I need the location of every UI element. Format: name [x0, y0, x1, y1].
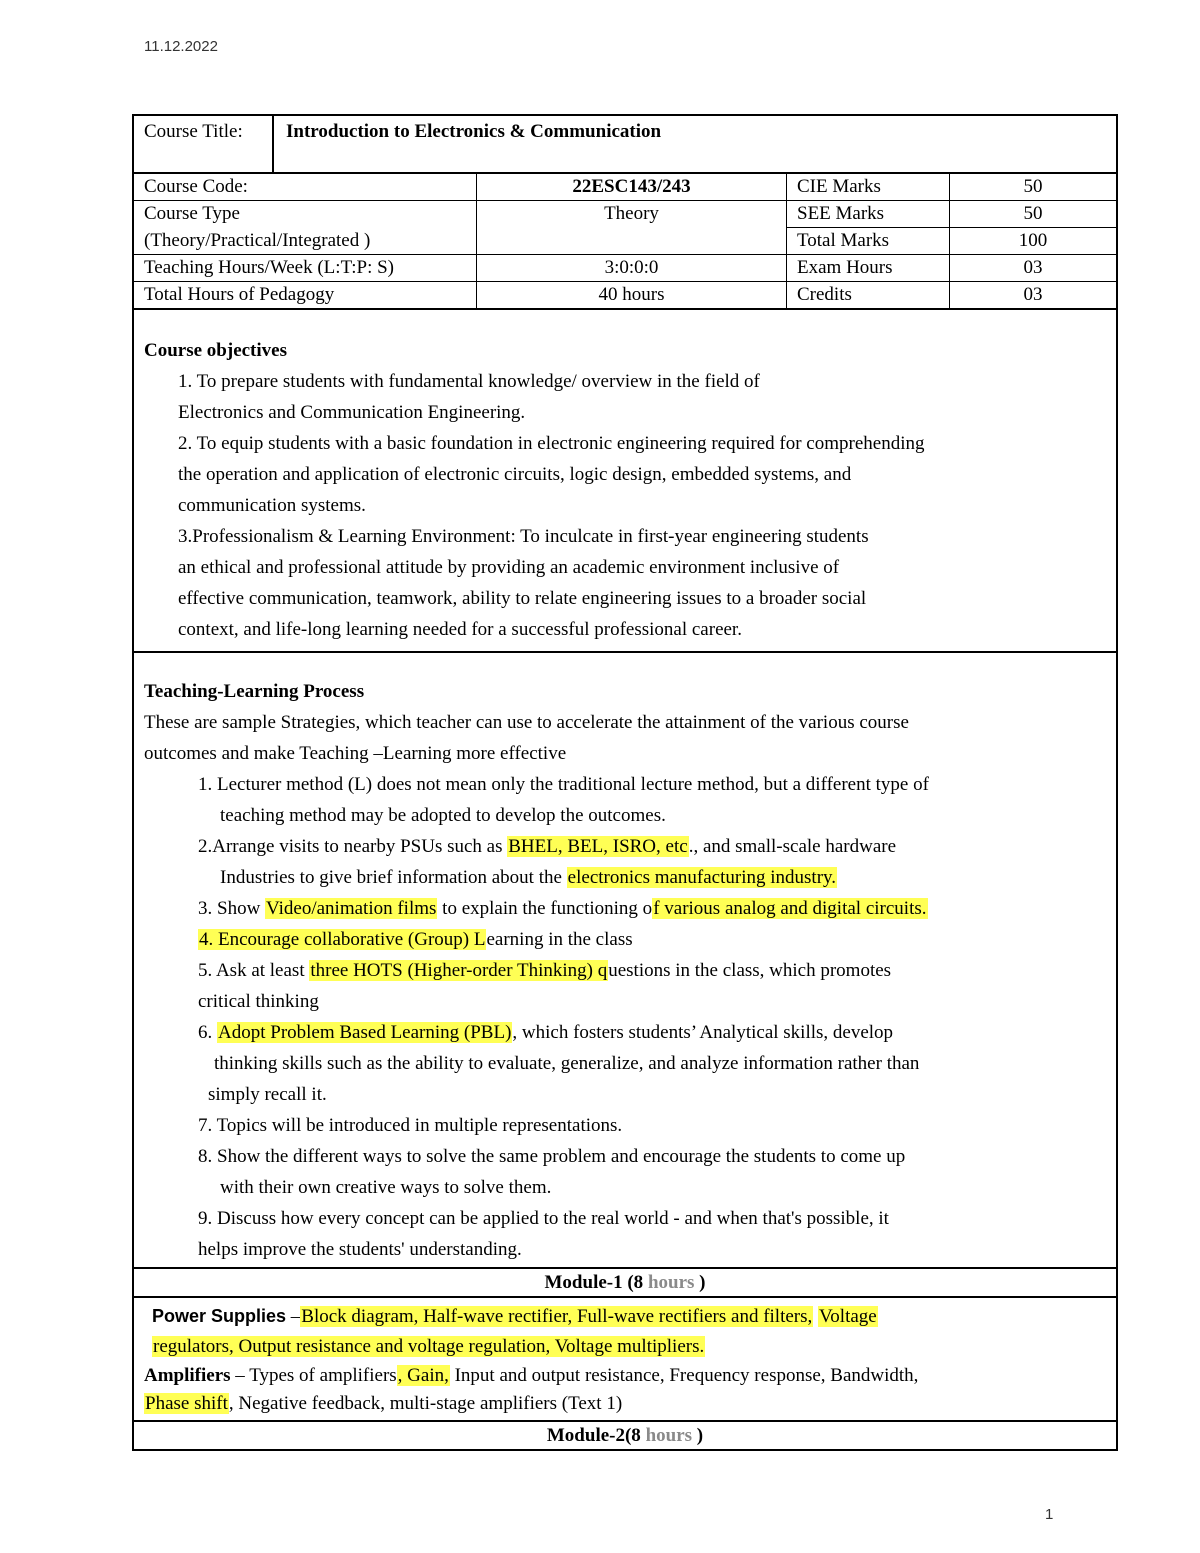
- strategy-item: [144, 893, 1106, 924]
- exam-hours-value: 03: [950, 255, 1116, 282]
- page-number: 1: [1045, 1506, 1054, 1523]
- teaching-hours-label: Teaching Hours/Week (L:T:P: S): [134, 255, 477, 282]
- text: ): [694, 1272, 706, 1293]
- strategy-item: [144, 1017, 1106, 1048]
- text: Input and output resistance, Frequency response, Bandwidth,: [449, 1365, 919, 1386]
- objective-line: Electronics and Communication Engineering.: [178, 402, 526, 423]
- course-type-empty: [477, 228, 787, 255]
- highlight: Phase shift: [145, 1393, 228, 1414]
- course-objectives-section: [134, 310, 1116, 653]
- text: Industries to give brief information about the: [220, 867, 567, 888]
- text: 6.: [198, 1022, 217, 1043]
- text: to explain the functioning o: [437, 898, 653, 919]
- strategy-item: 8. Show the different ways to solve the same problem and encourage the students to come up: [198, 1146, 906, 1167]
- text: – Types of amplifiers: [230, 1365, 397, 1386]
- topic-label: Amplifiers: [144, 1365, 231, 1386]
- amplifiers-paragraph: [144, 1362, 1106, 1418]
- course-objectives-heading: Course objectives: [144, 340, 287, 361]
- teaching-intro: outcomes and make Teaching –Learning more effective: [144, 743, 567, 764]
- credits-value: 03: [950, 282, 1116, 310]
- highlight: regulators, Output resistance and voltage regulation, Voltage multipliers.: [153, 1336, 705, 1357]
- strategy-item: critical thinking: [198, 991, 319, 1012]
- module-1-content: [134, 1298, 1116, 1422]
- document-date: 11.12.2022: [144, 38, 218, 55]
- exam-hours-label: Exam Hours: [787, 255, 950, 282]
- see-marks-value: 50: [950, 201, 1116, 228]
- power-supplies-paragraph: [144, 1301, 1106, 1362]
- text: earning in the class: [486, 929, 633, 950]
- objective-line: communication systems.: [178, 495, 366, 516]
- strategy-item: simply recall it.: [208, 1084, 327, 1105]
- highlight: three HOTS (Higher-order Thinking) q: [310, 960, 608, 981]
- teaching-intro: These are sample Strategies, which teacher can use to accelerate the attainment of the various course: [144, 712, 909, 733]
- teaching-hours-value: 3:0:0:0: [477, 255, 787, 282]
- hours-label: hours: [647, 1272, 695, 1293]
- text: 5. Ask at least: [198, 960, 310, 981]
- highlight: Video/animation films: [266, 898, 437, 919]
- highlight: f various analog and digital circuits.: [653, 898, 927, 919]
- highlight: electronics manufacturing industry.: [567, 867, 837, 888]
- teaching-learning-section: [134, 653, 1116, 1269]
- strategy-item: helps improve the students' understanding.: [198, 1239, 522, 1260]
- text: –: [286, 1306, 301, 1327]
- text: 2.Arrange visits to nearby PSUs such as: [198, 836, 508, 857]
- text: 3. Show: [198, 898, 266, 919]
- course-type-value: Theory: [477, 201, 787, 228]
- strategy-item: with their own creative ways to solve them.: [220, 1177, 552, 1198]
- highlight: Voltage: [819, 1306, 877, 1327]
- text: uestions in the class, which promotes: [608, 960, 892, 981]
- highlight: Adopt Problem Based Learning (PBL): [218, 1022, 512, 1043]
- strategy-item: [144, 831, 1106, 862]
- course-table: [132, 114, 1118, 1451]
- credits-label: Credits: [787, 282, 950, 310]
- text: Module-1 (8: [544, 1272, 648, 1293]
- topic-label: Power Supplies: [152, 1306, 287, 1326]
- pedagogy-hours-label: Total Hours of Pedagogy: [134, 282, 477, 310]
- strategy-item: [144, 862, 1106, 893]
- highlight: Block diagram, Half-wave rectifier, Full-wave rectifiers and filters,: [301, 1306, 813, 1327]
- strategy-item: thinking skills such as the ability to evaluate, generalize, and analyze information rather than: [214, 1053, 920, 1074]
- objective-line: 1. To prepare students with fundamental knowledge/ overview in the field of: [178, 371, 760, 392]
- strategy-item: teaching method may be adopted to develop the outcomes.: [220, 805, 666, 826]
- strategy-item: 9. Discuss how every concept can be applied to the real world - and when that's possible, it: [198, 1208, 889, 1229]
- course-title-row: [134, 116, 1116, 174]
- strategy-item: [144, 955, 1106, 986]
- hours-label: hours: [645, 1425, 693, 1446]
- strategy-item: [144, 924, 1106, 955]
- total-marks-label: Total Marks: [787, 228, 950, 255]
- course-title-value: Introduction to Electronics & Communication: [286, 121, 662, 142]
- highlight: , Gain,: [397, 1365, 449, 1386]
- module-2-heading: [134, 1422, 1116, 1449]
- objective-line: an ethical and professional attitude by providing an academic environment inclusive of: [178, 557, 840, 578]
- text: ): [692, 1425, 704, 1446]
- text: Module-2(8: [546, 1425, 646, 1446]
- highlight: 4. Encourage collaborative (Group) L: [199, 929, 486, 950]
- objective-line: 2. To equip students with a basic foundation in electronic engineering required for comprehending: [178, 433, 925, 454]
- objective-line: context, and life-long learning needed for a successful professional career.: [178, 619, 742, 640]
- course-type-sublabel: (Theory/Practical/Integrated ): [134, 228, 477, 255]
- module-1-heading: [134, 1269, 1116, 1298]
- highlight: BHEL, BEL, ISRO, etc: [508, 836, 688, 857]
- course-code-value: 22ESC143/243: [477, 174, 787, 201]
- strategy-item: 7. Topics will be introduced in multiple representations.: [198, 1115, 623, 1136]
- objective-line: effective communication, teamwork, ability to relate engineering issues to a broader social: [178, 588, 867, 609]
- strategy-item: 1. Lecturer method (L) does not mean only the traditional lecture method, but a different type of: [198, 774, 929, 795]
- text: , which fosters students’ Analytical skills, develop: [512, 1022, 894, 1043]
- cie-marks-label: CIE Marks: [787, 174, 950, 201]
- teaching-learning-heading: Teaching-Learning Process: [144, 681, 365, 702]
- course-info-grid: [134, 174, 1116, 310]
- objective-line: 3.Professionalism & Learning Environment: To inculcate in first-year engineering students: [178, 526, 869, 547]
- see-marks-label: SEE Marks: [787, 201, 950, 228]
- course-title-label: Course Title:: [134, 116, 274, 172]
- text: , Negative feedback, multi-stage amplifiers (Text 1): [228, 1393, 623, 1414]
- text: ., and small-scale hardware: [688, 836, 897, 857]
- cie-marks-value: 50: [950, 174, 1116, 201]
- course-type-label: Course Type: [134, 201, 477, 228]
- objective-line: the operation and application of electronic circuits, logic design, embedded systems, and: [178, 464, 852, 485]
- course-code-label: Course Code:: [134, 174, 477, 201]
- pedagogy-hours-value: 40 hours: [477, 282, 787, 310]
- total-marks-value: 100: [950, 228, 1116, 255]
